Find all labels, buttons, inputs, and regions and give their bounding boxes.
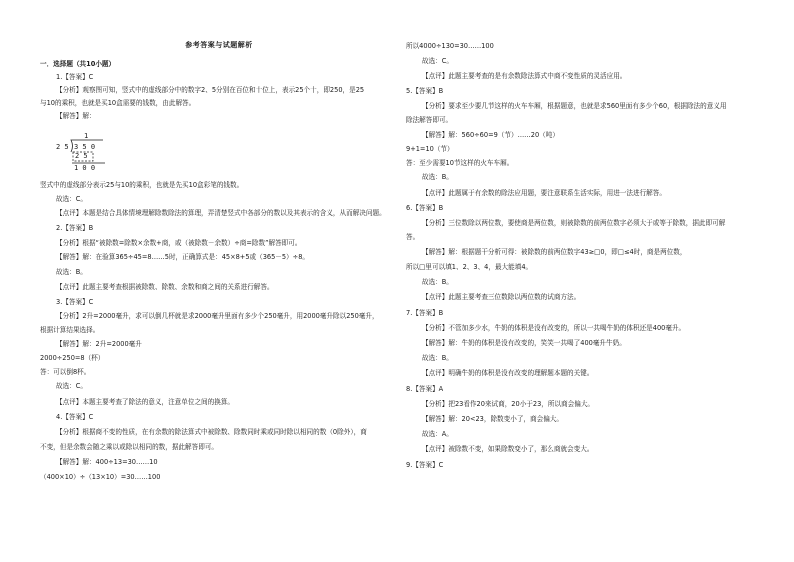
text-line: 答：可以倒8杯。 — [40, 368, 91, 376]
text-line: 根据计算结果选择。 — [40, 326, 100, 334]
answer-line: 9.【答案】C — [406, 461, 444, 469]
solution-line: 【解答】解： — [56, 112, 96, 120]
answer-line: 5.【答案】B — [406, 87, 444, 95]
text-line: （400×10）÷（13×10）=30……100 — [40, 473, 161, 481]
analysis-line: 【分析】根据“被除数=除数×余数+商，或（被除数－余数）÷商=除数”解答即可。 — [56, 239, 302, 247]
solution-line: 【解答】解：20<23，除数变小了，商会偏大。 — [422, 415, 563, 423]
choice-line: 故选：B。 — [56, 268, 87, 276]
solution-line: 【解答】解：根据题干分析可得：被除数的前两位数字43≥□0，即□≤4时，商是两位数， — [422, 248, 687, 256]
comment-line: 【点评】此题主要考查三位数除以两位数的试商方法。 — [422, 293, 581, 301]
solution-line: 【解答】解：560÷60=9（节）……20（吨） — [422, 131, 559, 139]
text-line: 竖式中的虚线部分表示25与10的乘积，也就是先买10盒彩笔的钱数。 — [40, 181, 244, 189]
answer-line: 3.【答案】C — [56, 298, 94, 306]
page-title: 参考答案与试题解析 — [185, 41, 253, 49]
division-product: 2 5 — [75, 152, 88, 160]
text-line: 答：至少需要10节这样的火车车厢。 — [406, 159, 514, 167]
answer-line: 7.【答案】B — [406, 309, 444, 317]
answer-line: 1.【答案】C — [56, 73, 94, 81]
solution-line: 【解答】解：2升=2000毫升 — [56, 340, 142, 348]
text-line: 所以4000÷130=30……100 — [406, 42, 494, 50]
text-line: 与10的乘积，也就是买10盒需要的钱数，由此解答。 — [40, 99, 196, 107]
analysis-line: 【分析】把23看作20来试商，20小于23，所以商会偏大。 — [422, 400, 595, 408]
analysis-line: 【分析】观察图可知，竖式中的虚线部分中的数字2、5分别在百位和十位上，表示25个十，即250，是25 — [56, 86, 365, 94]
comment-line: 【点评】明确牛奶的体积是没有改变的理解题本题的关键。 — [422, 369, 594, 377]
division-quotient: 1 — [84, 132, 89, 140]
text-line: 9+1=10（节） — [406, 145, 454, 153]
text-line: 所以□里可以填1、2、3、4，最大能填4。 — [406, 263, 533, 271]
division-divisor: 2 5 — [56, 143, 69, 151]
text-line: 不变，但是余数会随之乘以或除以相同的数，据此解答即可。 — [40, 443, 219, 451]
choice-line: 故选：B。 — [422, 278, 453, 286]
text-line: 除法解答即可。 — [406, 116, 453, 124]
solution-line: 【解答】解：在验算365÷45=8……5时，正确算式是：45×8+5或（365－5）÷8。 — [56, 253, 309, 261]
comment-line: 【点评】被除数不变，如果除数变小了，那么商就会变大。 — [422, 445, 594, 453]
choice-line: 故选：A。 — [422, 430, 453, 438]
choice-line: 故选：C。 — [56, 382, 87, 390]
choice-line: 故选：B。 — [422, 354, 453, 362]
analysis-line: 【分析】根据商不变的性质，在有余数的除法算式中被除数、除数同时乘或同时除以相同的数（0除外），商 — [56, 428, 367, 436]
analysis-line: 【分析】要求至少要几节这样的火车车厢，根据题意，也就是求560里面有多少个60，根据除法的意义用 — [422, 102, 727, 110]
division-remainder: 1 0 0 — [74, 164, 96, 172]
comment-line: 【点评】本题主要考查了除法的意义，注意单位之间的换算。 — [56, 398, 235, 406]
comment-line: 【点评】此题属于有余数的除法应用题，要注意联系生活实际，用进一法进行解答。 — [422, 189, 666, 197]
comment-line: 【点评】本题是结合具体情境理解除数除法的算理，弄清楚竖式中各部分的数以及其表示的含义，从而解决问题。 — [56, 209, 386, 217]
analysis-line: 【分析】不管加多少水，牛奶的体积是没有改变的，所以一共喝牛奶的体积还是400毫升。 — [422, 324, 686, 332]
text-line: 答。 — [406, 233, 420, 241]
analysis-line: 【分析】2升=2000毫升，求可以倒几杯就是求2000毫升里面有多少个250毫升，用2000毫升除以250毫升， — [56, 312, 379, 320]
division-dividend: 3 5 0 — [74, 143, 96, 151]
answer-line: 6.【答案】B — [406, 204, 444, 212]
solution-line: 【解答】解：牛奶的体积是没有改变的，笑笑一共喝了400毫升牛奶。 — [422, 339, 626, 347]
choice-line: 故选：B。 — [422, 173, 453, 181]
long-division-figure — [56, 134, 126, 174]
solution-line: 【解答】解：400÷13=30……10 — [56, 458, 158, 466]
answer-line: 8.【答案】A — [406, 385, 444, 393]
text-line: 2000÷250=8（杯） — [40, 354, 105, 362]
choice-line: 故选：C。 — [56, 195, 87, 203]
section-heading: 一．选择题（共10小题） — [40, 60, 116, 68]
comment-line: 【点评】此题主要考查的是有余数除法算式中商不变性质的灵活应用。 — [422, 72, 627, 80]
choice-line: 故选：C。 — [422, 57, 453, 65]
answer-line: 4.【答案】C — [56, 413, 94, 421]
analysis-line: 【分析】三位数除以两位数，要使商是两位数，则被除数的前两位数字必须大于或等于除数，据此即可解 — [422, 219, 726, 227]
answer-line: 2.【答案】B — [56, 224, 94, 232]
comment-line: 【点评】此题主要考查根据被除数、除数、余数和商之间的关系进行解答。 — [56, 283, 274, 291]
